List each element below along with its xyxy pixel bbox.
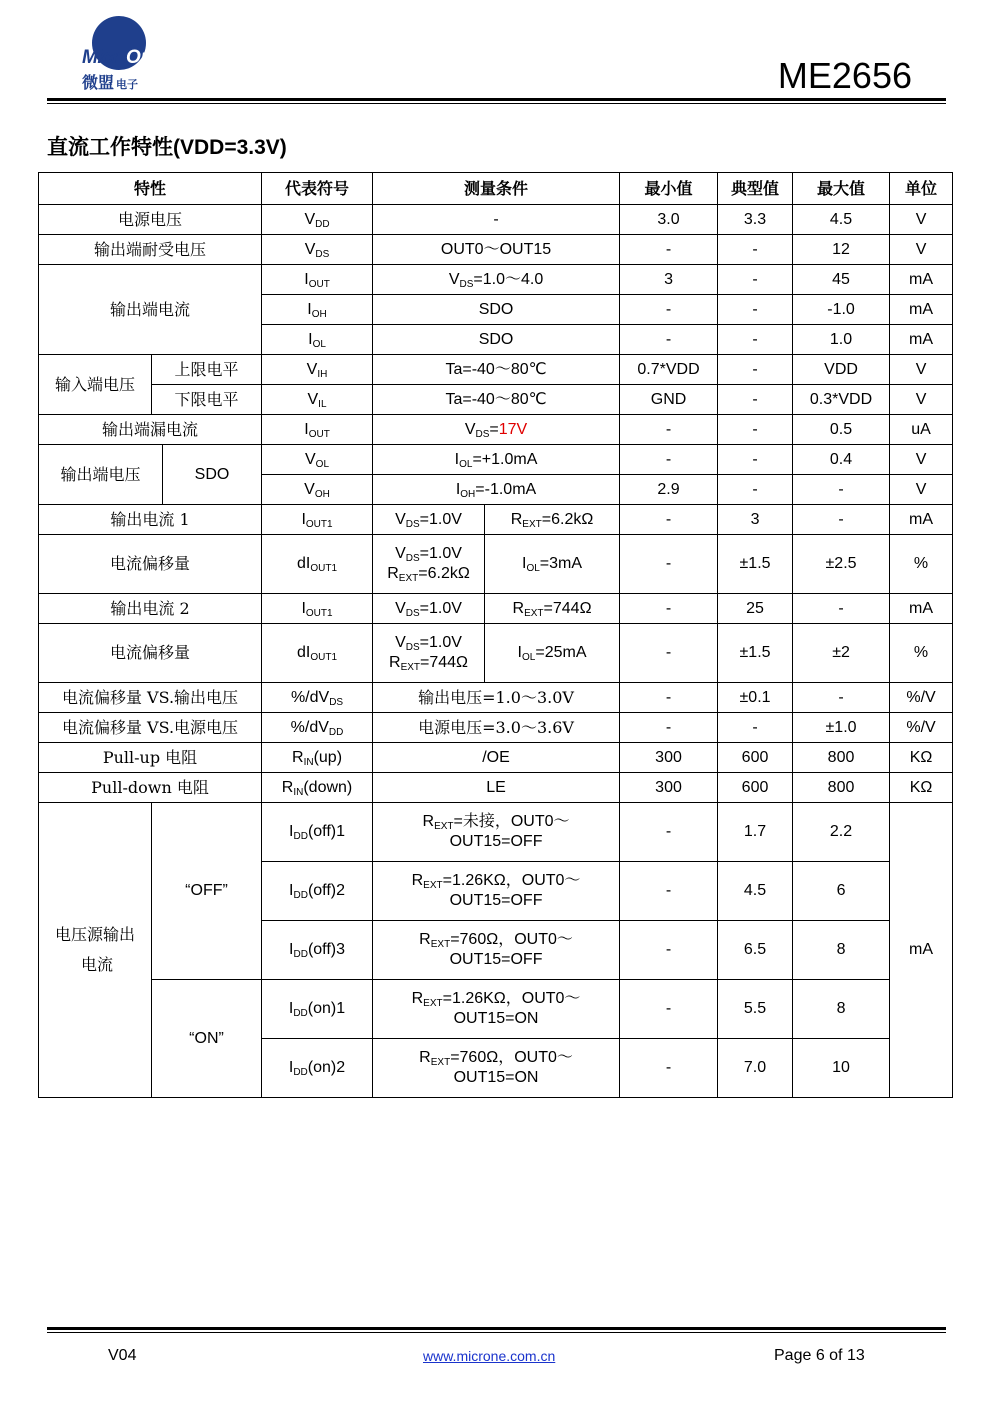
param-name: 输出电流 2 [39, 594, 262, 624]
max-value: - [793, 505, 890, 535]
symbol: $V_{IH}$ [262, 355, 373, 385]
table-row [39, 235, 953, 265]
max-value: 0.3*VDD [793, 385, 890, 415]
typ-value: - [718, 713, 793, 743]
param-name: 输出电流 1 [39, 505, 262, 535]
unit: V [890, 235, 953, 265]
min-value: 3.0 [620, 205, 718, 235]
condition: $V_{DS}=1.0V$ $R_{EXT}=744\Omega$ [373, 624, 485, 683]
symbol: $I_{DD}(on)2$ [262, 1039, 373, 1098]
min-value: 0.7*VDD [620, 355, 718, 385]
typ-value: - [718, 355, 793, 385]
max-value: 4.5 [793, 205, 890, 235]
typ-value: 600 [718, 743, 793, 773]
typ-value: 600 [718, 773, 793, 803]
min-value: 300 [620, 743, 718, 773]
min-value: - [620, 295, 718, 325]
min-value: 300 [620, 773, 718, 803]
unit: V [890, 445, 953, 475]
max-value: - [793, 594, 890, 624]
table-row [39, 385, 953, 415]
typ-value: 6.5 [718, 921, 793, 980]
unit: KΩ [890, 773, 953, 803]
table-row [39, 980, 953, 1039]
param-name: 电流偏移量 VS.输出电压 [39, 683, 262, 713]
table-row [39, 535, 953, 594]
min-value: 3 [620, 265, 718, 295]
typ-value: 5.5 [718, 980, 793, 1039]
condition: 电源电压=3.0～3.6V [373, 713, 620, 743]
symbol: $I_{DD}(off)1$ [262, 803, 373, 862]
table-row [39, 683, 953, 713]
symbol: $R_{IN}(down)$ [262, 773, 373, 803]
header-rule-thin [47, 103, 946, 104]
unit: mA [890, 803, 953, 1098]
min-value: - [620, 980, 718, 1039]
unit: V [890, 355, 953, 385]
min-value: - [620, 683, 718, 713]
max-value: ±1.0 [793, 713, 890, 743]
max-value: VDD [793, 355, 890, 385]
symbol: $I_{OL}$ [262, 325, 373, 355]
symbol: $V_{OH}$ [262, 475, 373, 505]
min-value: GND [620, 385, 718, 415]
unit: % [890, 624, 953, 683]
table-header-row [39, 173, 953, 205]
typ-value: 4.5 [718, 862, 793, 921]
typ-value: ±1.5 [718, 535, 793, 594]
condition: $V_{DS}=1.0V$ [373, 594, 485, 624]
typ-value: - [718, 295, 793, 325]
symbol: $R_{IN}(up)$ [262, 743, 373, 773]
state-on-label: “ON” [152, 980, 262, 1098]
typ-value: - [718, 265, 793, 295]
page-number: Page 6 of 13 [774, 1347, 865, 1364]
min-value: - [620, 1039, 718, 1098]
condition: Ta=-40～80℃ [373, 355, 620, 385]
table-row [39, 505, 953, 535]
symbol: $dI_{OUT1}$ [262, 535, 373, 594]
table-row [39, 743, 953, 773]
condition: $I_{OL}=+1.0mA$ [373, 445, 620, 475]
unit: V [890, 385, 953, 415]
logo-cn: 微盟 电子 [82, 75, 139, 92]
table-row [39, 803, 953, 862]
symbol: $I_{DD}(off)3$ [262, 921, 373, 980]
col-header: 单位 [890, 173, 953, 205]
unit: uA [890, 415, 953, 445]
max-value: 6 [793, 862, 890, 921]
param-name: 输出端电流 [39, 265, 262, 355]
table-row [39, 594, 953, 624]
table-row [39, 624, 953, 683]
typ-value: 3 [718, 505, 793, 535]
min-value: - [620, 921, 718, 980]
footer-rule-thin [47, 1332, 946, 1333]
symbol: $I_{OUT1}$ [262, 505, 373, 535]
symbol: $I_{OUT}$ [262, 415, 373, 445]
max-value: - [793, 683, 890, 713]
condition: SDO [373, 325, 620, 355]
unit: V [890, 475, 953, 505]
max-value: 1.0 [793, 325, 890, 355]
condition: $I_{OL}=3mA$ [485, 535, 620, 594]
condition: LE [373, 773, 620, 803]
highlight-value: 17V [498, 420, 528, 438]
unit: %/V [890, 713, 953, 743]
unit: mA [890, 505, 953, 535]
min-value: - [620, 535, 718, 594]
min-value: - [620, 415, 718, 445]
condition: SDO [373, 295, 620, 325]
table-row [39, 445, 953, 475]
unit: mA [890, 295, 953, 325]
condition: $R_{EXT}=744\Omega$ [485, 594, 620, 624]
condition: $V_{DS}=1.0V$ $R_{EXT}=6.2k\Omega$ [373, 535, 485, 594]
symbol: $I_{DD}(on)1$ [262, 980, 373, 1039]
max-value: ±2.5 [793, 535, 890, 594]
col-header: 测量条件 [373, 173, 620, 205]
param-name: Pull-down 电阻 [39, 773, 262, 803]
symbol: $I_{OH}$ [262, 295, 373, 325]
col-header: 典型值 [718, 173, 793, 205]
param-name: 电压源输出 电流 [39, 803, 152, 1098]
symbol: $V_{DS}$ [262, 235, 373, 265]
col-header: 代表符号 [262, 173, 373, 205]
param-name: 电流偏移量 [39, 535, 262, 594]
symbol: $V_{IL}$ [262, 385, 373, 415]
symbol: $\%/dV_{DD}$ [262, 713, 373, 743]
param-name: 电源电压 [39, 205, 262, 235]
param-subname: 下限电平 [152, 385, 262, 415]
param-subname: 上限电平 [152, 355, 262, 385]
condition: - [373, 205, 620, 235]
max-value: 10 [793, 1039, 890, 1098]
max-value: 12 [793, 235, 890, 265]
typ-value: 7.0 [718, 1039, 793, 1098]
symbol: $I_{OUT}$ [262, 265, 373, 295]
unit: % [890, 535, 953, 594]
max-value: 800 [793, 743, 890, 773]
table-row [39, 415, 953, 445]
table-row [39, 355, 953, 385]
max-value: 2.2 [793, 803, 890, 862]
condition: OUT0～OUT15 [373, 235, 620, 265]
max-value: 0.4 [793, 445, 890, 475]
min-value: - [620, 325, 718, 355]
condition: 输出电压=1.0～3.0V [373, 683, 620, 713]
max-value: 8 [793, 980, 890, 1039]
min-value: - [620, 803, 718, 862]
typ-value: 3.3 [718, 205, 793, 235]
col-header: 最小值 [620, 173, 718, 205]
condition: $R_{EXT}=1.26K\Omega$，OUT0～ OUT15=ON [373, 980, 620, 1039]
condition: $V_{DS}=1.0V$ [373, 505, 485, 535]
condition: $V_{DS}=17V$ [373, 415, 620, 445]
min-value: - [620, 624, 718, 683]
symbol: $\%/dV_{DS}$ [262, 683, 373, 713]
max-value: 0.5 [793, 415, 890, 445]
section-title: 直流工作特性(VDD=3.3V) [47, 136, 287, 159]
typ-value: ±1.5 [718, 624, 793, 683]
company-logo [78, 14, 168, 94]
typ-value: - [718, 445, 793, 475]
min-value: - [620, 445, 718, 475]
condition: $R_{EXT}=760\Omega$，OUT0～ OUT15=ON [373, 1039, 620, 1098]
condition: $R_{EXT}=$未接，OUT0～ OUT15=OFF [373, 803, 620, 862]
param-name: 输出端漏电流 [39, 415, 262, 445]
condition: $V_{DS}=1.0\sim 4.0$ [373, 265, 620, 295]
condition: $I_{OL}=25mA$ [485, 624, 620, 683]
min-value: - [620, 505, 718, 535]
condition: $R_{EXT}=6.2k\Omega$ [485, 505, 620, 535]
max-value: ±2 [793, 624, 890, 683]
header-rule [47, 98, 946, 101]
typ-value: 25 [718, 594, 793, 624]
col-header: 特性 [39, 173, 262, 205]
website-link[interactable]: www.microne.com.cn [423, 1348, 556, 1364]
dc-characteristics-table [38, 172, 953, 1098]
min-value: - [620, 594, 718, 624]
condition: $I_{OH}=-1.0mA$ [373, 475, 620, 505]
symbol: $dI_{OUT1}$ [262, 624, 373, 683]
logo-text-one: One [126, 47, 163, 68]
typ-value: 1.7 [718, 803, 793, 862]
unit: mA [890, 325, 953, 355]
typ-value: - [718, 325, 793, 355]
typ-value: - [718, 385, 793, 415]
max-value: 45 [793, 265, 890, 295]
min-value: - [620, 713, 718, 743]
max-value: - [793, 475, 890, 505]
table-row [39, 713, 953, 743]
param-name: 输入端电压 [39, 355, 152, 415]
min-value: 2.9 [620, 475, 718, 505]
param-subname: SDO [163, 445, 262, 505]
version-label: V04 [108, 1347, 137, 1364]
table-row [39, 205, 953, 235]
typ-value: - [718, 415, 793, 445]
symbol: $I_{DD}(off)2$ [262, 862, 373, 921]
state-off-label: “OFF” [152, 803, 262, 980]
min-value: - [620, 235, 718, 265]
param-name: 输出端电压 [39, 445, 163, 505]
table-row [39, 265, 953, 295]
table-row [39, 773, 953, 803]
symbol: $I_{OUT1}$ [262, 594, 373, 624]
param-name: 电流偏移量 [39, 624, 262, 683]
max-value: -1.0 [793, 295, 890, 325]
condition: $R_{EXT}=760\Omega$，OUT0～ OUT15=OFF [373, 921, 620, 980]
footer-rule [47, 1327, 946, 1330]
col-header: 最大值 [793, 173, 890, 205]
condition: Ta=-40～80℃ [373, 385, 620, 415]
condition: /OE [373, 743, 620, 773]
unit: mA [890, 265, 953, 295]
typ-value: - [718, 475, 793, 505]
max-value: 800 [793, 773, 890, 803]
symbol: $V_{OL}$ [262, 445, 373, 475]
unit: V [890, 205, 953, 235]
unit: KΩ [890, 743, 953, 773]
param-name: 电流偏移量 VS.电源电压 [39, 713, 262, 743]
typ-value: - [718, 235, 793, 265]
typ-value: ±0.1 [718, 683, 793, 713]
condition: $R_{EXT}=1.26K\Omega$，OUT0～ OUT15=OFF [373, 862, 620, 921]
param-name: Pull-up 电阻 [39, 743, 262, 773]
symbol: $V_{DD}$ [262, 205, 373, 235]
min-value: - [620, 862, 718, 921]
unit: %/V [890, 683, 953, 713]
max-value: 8 [793, 921, 890, 980]
unit: mA [890, 594, 953, 624]
logo-text-micr: Micr [82, 47, 120, 68]
param-name: 输出端耐受电压 [39, 235, 262, 265]
doc-title: ME2656 [777, 55, 912, 96]
